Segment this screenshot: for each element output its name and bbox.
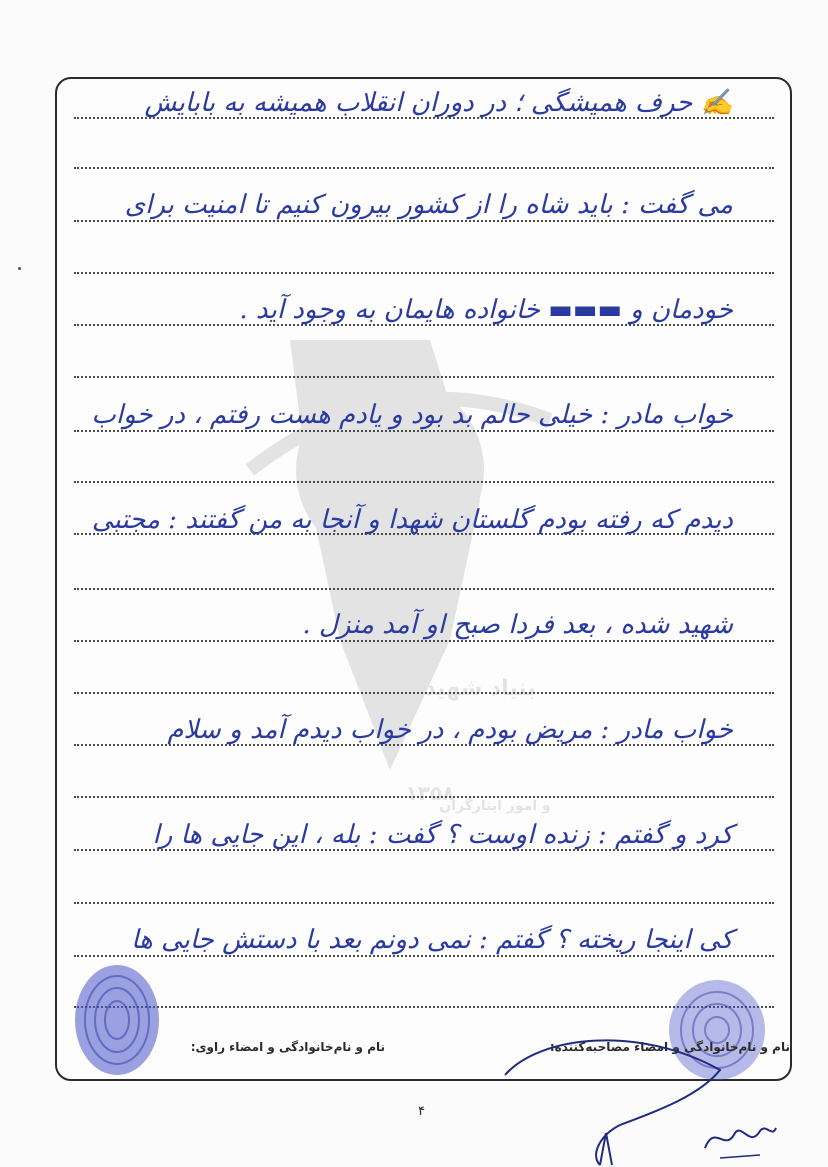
writing-rule (74, 955, 774, 957)
writing-rule (74, 1006, 774, 1008)
page-number: ۴ (418, 1104, 425, 1119)
handwritten-line: خودمان و ▬▬▬ خانواده هایمان به وجود آید . (239, 295, 733, 325)
handwritten-line: دیدم که رفته بودم گلستان شهدا و آنجا به من گفتند : مجتبی (91, 505, 733, 535)
writing-rule (74, 430, 774, 432)
handwritten-line: شهید شده ، بعد فردا صبح او آمد منزل . (302, 610, 733, 640)
handwritten-line: کی اینجا ریخته ؟ گفتم : نمی دونم بعد با دستش جایی ها (131, 925, 733, 955)
margin-speck (18, 267, 21, 270)
writing-rule (74, 167, 774, 169)
interviewer-signature-label: نام و نام‌خانوادگی و امضاء مصاحبه‌کننده: (549, 1040, 790, 1054)
writing-rule (74, 220, 774, 222)
writing-rule (74, 272, 774, 274)
writing-rule (74, 796, 774, 798)
writing-rule (74, 588, 774, 590)
narrator-signature-label: نام و نام‌خانوادگی و امضاء راوی: (190, 1040, 385, 1054)
writing-rule (74, 376, 774, 378)
writing-rule (74, 902, 774, 904)
handwritten-line: کرد و گفتم : زنده اوست ؟ گفت : بله ، این جایی ها را (152, 820, 733, 850)
handwritten-line: خواب مادر : مریض بودم ، در خواب دیدم آمد و سلام (167, 715, 733, 745)
handwritten-line: خواب مادر : خیلی حالم بد بود و یادم هست رفتم ، در خواب (91, 400, 733, 430)
handwritten-initials (700, 1113, 780, 1163)
writing-rule (74, 692, 774, 694)
writing-rule (74, 640, 774, 642)
handwritten-line: ✍ حرف همیشگی ؛ در دوران انقلاب همیشه به بابایش (144, 88, 733, 118)
writing-rule (74, 481, 774, 483)
handwritten-line: می گفت : باید شاه را از کشور بیرون کنیم تا امنیت برای (124, 190, 733, 220)
